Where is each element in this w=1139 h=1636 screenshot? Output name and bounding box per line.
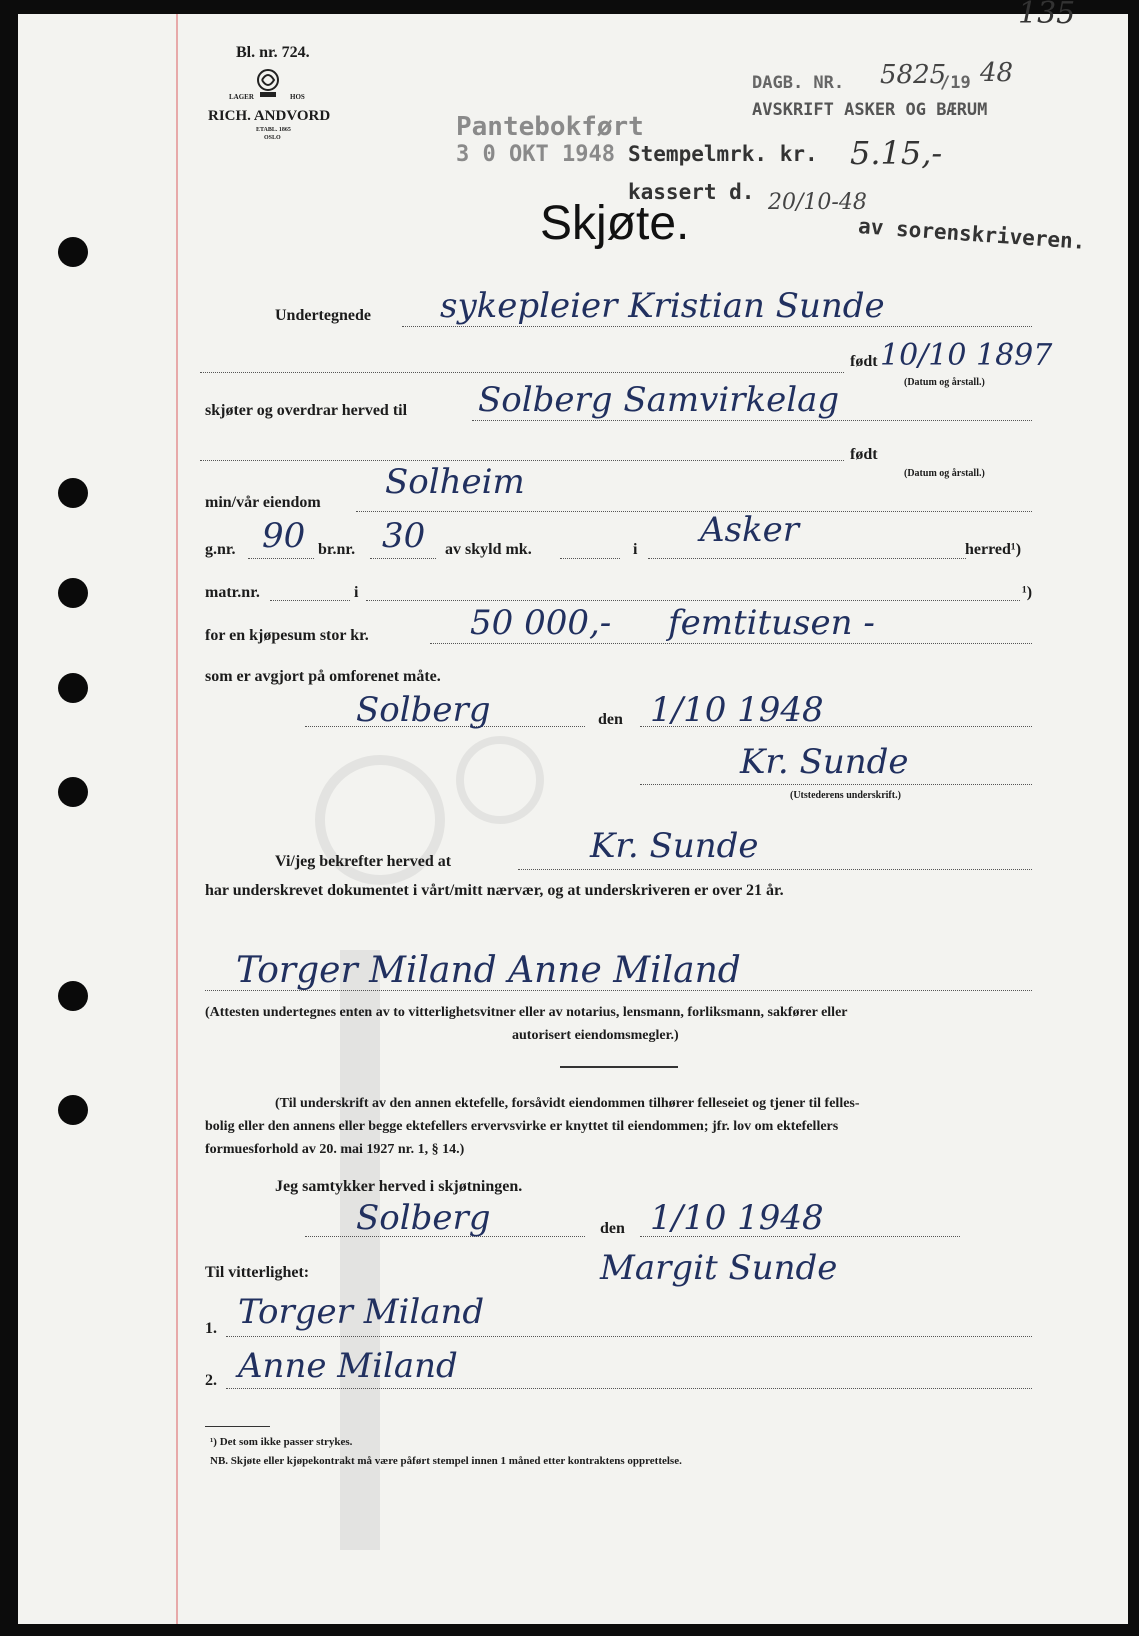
dotted-line xyxy=(366,600,1020,601)
footnote-2: NB. Skjøte eller kjøpekontrakt må være påført stempel innen 1 måned etter kontraktens opprettelse. xyxy=(210,1455,682,1467)
punch-hole xyxy=(58,237,88,267)
samtykker-text: Jeg samtykker herved i skjøtningen. xyxy=(275,1178,523,1195)
footnote-divider xyxy=(205,1426,270,1427)
publisher-established: ETABL. 1865 xyxy=(256,127,291,133)
skyld-label: av skyld mk. xyxy=(445,541,532,558)
gnr-label: g.nr. xyxy=(205,541,236,558)
dotted-line xyxy=(402,326,1032,327)
matr-i-label: i xyxy=(354,584,359,601)
eiendom-label: min/vår eiendom xyxy=(205,494,321,511)
dotted-line xyxy=(430,643,1032,644)
witness1-signature: Torger Miland xyxy=(238,1292,485,1332)
spouse-note-line-1: (Til underskrift av den annen ektefelle, forsåvidt eiendommen tilhører felleseiet og tjener til felles- xyxy=(275,1096,860,1111)
omforenet-text: som er avgjort på omforenet måte. xyxy=(205,668,441,685)
dagbok-number: 5825 xyxy=(880,60,947,90)
attest-note-line-2: autorisert eiendomsmegler.) xyxy=(512,1028,679,1043)
undertegnede-label: Undertegnede xyxy=(275,307,371,324)
dotted-line xyxy=(226,1336,1032,1337)
kassert-date: 20/10-48 xyxy=(768,190,867,215)
logo-small-left: LAGER xyxy=(229,93,254,101)
dagbok-year-prefix: /19 xyxy=(940,73,971,93)
dotted-line xyxy=(356,511,1032,512)
kjopesum-label: for en kjøpesum stor kr. xyxy=(205,627,369,644)
vitterlighet-label: Til vitterlighet: xyxy=(205,1264,310,1281)
witnesses-signatures: Torger Miland Anne Miland xyxy=(236,950,741,991)
eiendom-value: Solheim xyxy=(385,462,525,502)
avskrift-stamp: AVSKRIFT ASKER OG BÆRUM xyxy=(752,100,988,120)
skjoter-value: Solberg Samvirkelag xyxy=(478,380,840,420)
kjopesum-value: 50 000,- xyxy=(470,603,612,643)
dagbok-year: 48 xyxy=(980,58,1014,88)
punch-hole xyxy=(58,777,88,807)
datum-note-2: (Datum og årstall.) xyxy=(904,468,985,479)
den2-label: den xyxy=(600,1220,625,1237)
punch-hole xyxy=(58,1095,88,1125)
publisher-name: RICH. ANDVORD xyxy=(208,108,331,124)
dotted-line xyxy=(200,460,844,461)
underskrevet-text: har underskrevet dokumentet i vårt/mitt nærvær, og at underskriveren er over 21 år. xyxy=(205,882,784,899)
dotted-line xyxy=(472,420,1032,421)
herred-label: herred¹) xyxy=(965,541,1022,558)
place2-value: Solberg xyxy=(356,1198,491,1238)
margin-line xyxy=(176,14,178,1624)
dotted-line xyxy=(200,372,844,373)
page-number: 135 xyxy=(1018,0,1076,31)
matr-footnote: ¹) xyxy=(1022,584,1033,601)
dotted-line xyxy=(226,1388,1032,1389)
dotted-line xyxy=(270,600,350,601)
dotted-line xyxy=(648,558,966,559)
place-value: Solberg xyxy=(356,690,491,730)
brnr-value: 30 xyxy=(382,516,426,556)
footnote-1: ¹) Det som ikke passer strykes. xyxy=(210,1436,353,1448)
kjopesum-words: femtitusen - xyxy=(668,603,875,643)
gnr-value: 90 xyxy=(262,516,306,556)
date2-value: 1/10 1948 xyxy=(650,1198,824,1238)
attest-note-line-1: (Attesten undertegnes enten av to vitterlighetsvitner eller av notarius, lensmann, forliksmann, sakfører eller xyxy=(205,1005,848,1020)
logo-small-right: HOS xyxy=(290,93,305,101)
spouse-signature: Margit Sunde xyxy=(600,1248,838,1288)
issuer-signature: Kr. Sunde xyxy=(740,742,909,782)
dotted-line xyxy=(370,558,436,559)
dotted-line xyxy=(248,558,314,559)
dotted-line xyxy=(518,869,1032,870)
witness1-number: 1. xyxy=(205,1320,217,1337)
document-page xyxy=(18,14,1128,1624)
punch-hole xyxy=(58,578,88,608)
pantebokfort-date: 3 0 OKT 1948 xyxy=(456,142,615,167)
punch-hole xyxy=(58,673,88,703)
sorenskriver-stamp: av sorenskriveren. xyxy=(857,214,1087,254)
i-label: i xyxy=(633,541,638,558)
punch-hole xyxy=(58,478,88,508)
herred-value: Asker xyxy=(700,510,799,550)
undertegnede-value: sykepleier Kristian Sunde xyxy=(440,286,885,326)
spouse-note-line-3: formuesforhold av 20. mai 1927 nr. 1, § 14.) xyxy=(205,1142,465,1157)
spouse-note-line-2: bolig eller den annens eller begge ektefellers ervervsvirke er knyttet til eiendommen; jfr. lov om ektefellers xyxy=(205,1119,839,1134)
dagbok-label: DAGB. NR. xyxy=(752,73,845,93)
publisher-city: OSLO xyxy=(264,135,281,141)
witness2-number: 2. xyxy=(205,1372,217,1389)
witness2-signature: Anne Miland xyxy=(238,1346,458,1386)
fodt-value: 10/10 1897 xyxy=(880,338,1053,373)
date-value: 1/10 1948 xyxy=(650,690,824,730)
utsteder-label: (Utstederens underskrift.) xyxy=(790,790,901,801)
form-number: Bl. nr. 724. xyxy=(236,44,310,61)
stempelmerke-stamp: Stempelmrk. kr. xyxy=(628,142,818,166)
dotted-line xyxy=(560,558,620,559)
den-label: den xyxy=(598,711,623,728)
bekrefter-value: Kr. Sunde xyxy=(590,826,759,866)
fodt2-label: født xyxy=(850,446,878,463)
matr-label: matr.nr. xyxy=(205,584,260,601)
bekrefter-label: Vi/jeg bekrefter herved at xyxy=(275,853,452,870)
document-title: Skjøte. xyxy=(540,197,690,250)
publisher-logo-icon xyxy=(250,66,286,100)
punch-hole xyxy=(58,981,88,1011)
datum-note: (Datum og årstall.) xyxy=(904,377,985,388)
dotted-line xyxy=(640,784,1032,785)
pantebokfort-stamp: Pantebokført xyxy=(456,112,644,142)
brnr-label: br.nr. xyxy=(318,541,356,558)
fodt-label: født xyxy=(850,353,878,370)
divider xyxy=(560,1066,678,1068)
kassert-stamp: kassert d. xyxy=(628,180,755,204)
stempelmerke-amount: 5.15,- xyxy=(850,134,943,172)
skjoter-label: skjøter og overdrar herved til xyxy=(205,402,408,419)
